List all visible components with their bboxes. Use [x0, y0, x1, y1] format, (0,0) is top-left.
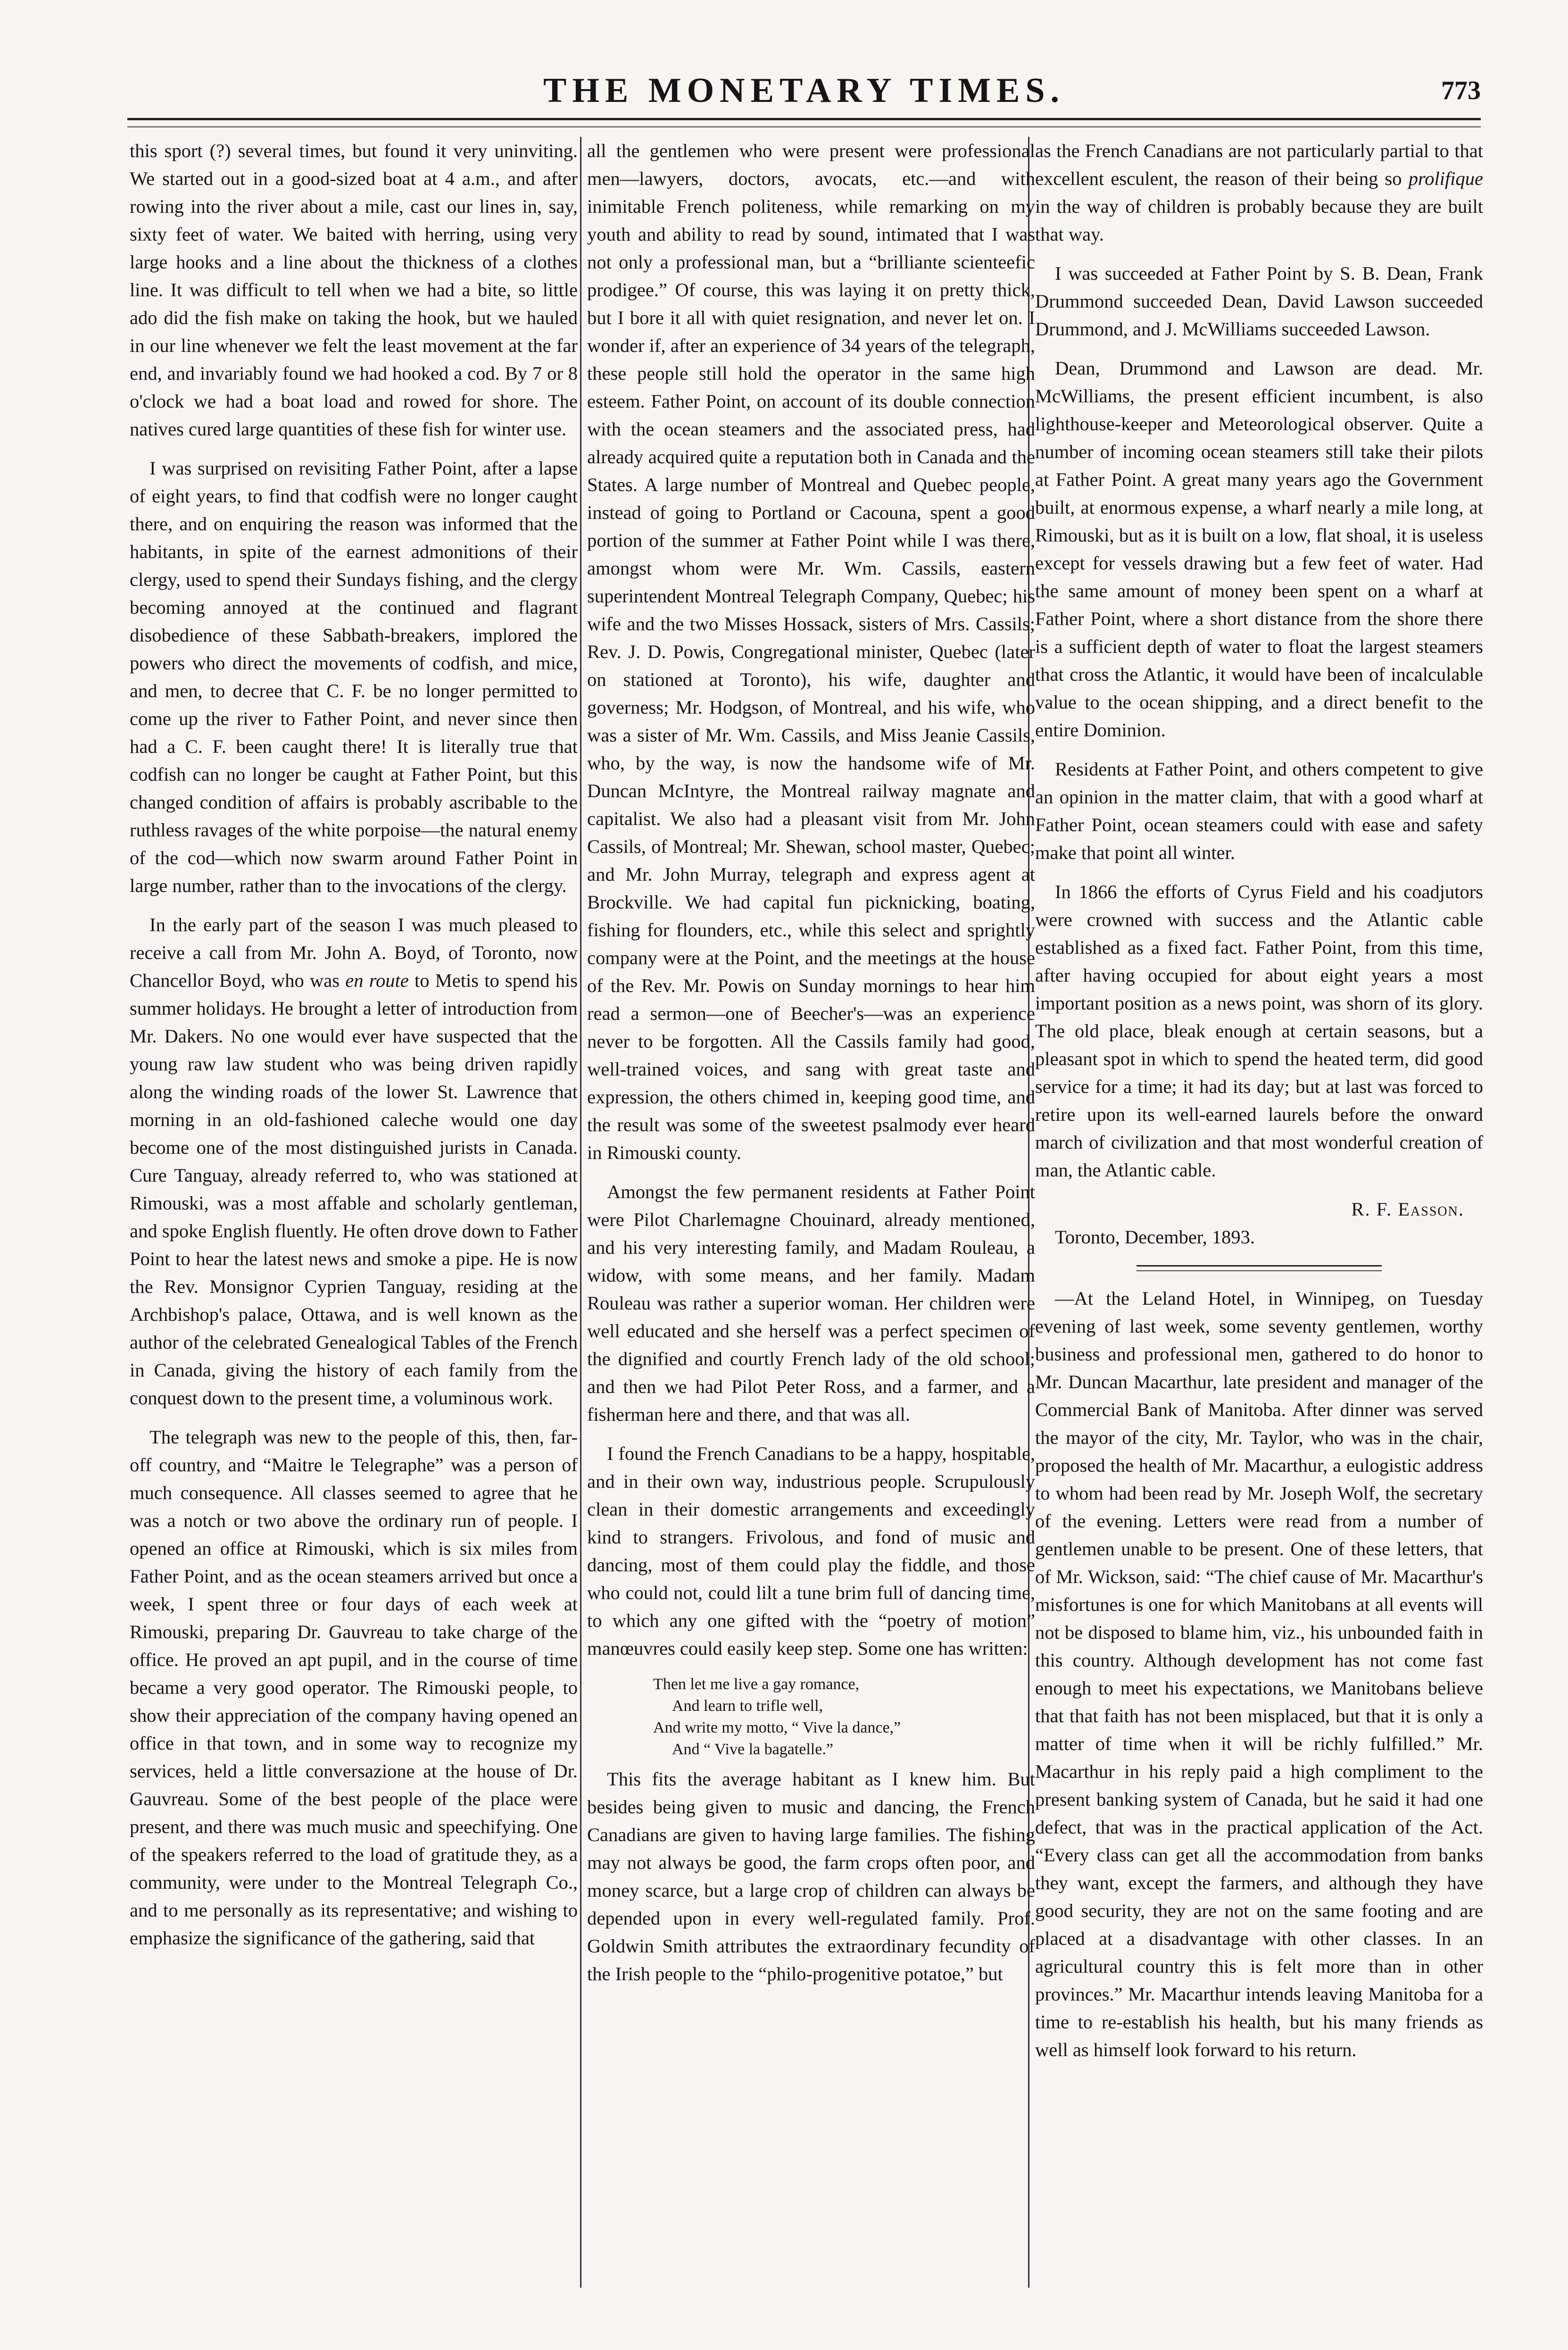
paragraph: Amongst the few permanent residents at Father Point were Pilot Charlemagne Chouinard, already mentioned, and his very interesting family, and Madam Rouleau, a widow, with some means, and her family. Madam Rouleau was rather a superior woman. Her children were well educated and she herself was a perfect specimen of the dignified and courtly French lady of the old school; and then we had Pilot Peter Ross, and a farmer, and a fisherman here and there, and that was all. [587, 1181, 1035, 1425]
poem-line: And write my motto, “ Vive la dance,” [653, 1719, 901, 1736]
paragraph: In the early part of the season I was much pleased to receive a call from Mr. John A. Boyd, of Toronto, now Chancellor Boyd, who was en route to Metis to spend his summer holidays. He brought a letter of introduction from Mr. Dakers. No one would ever have suspected that the young raw law student who was being driven rapidly along the winding roads of the lower St. Lawrence that morning in an old-fashioned caleche would one day become one of the most distinguished jurists in Canada. Cure Tanguay, already referred to, who was stationed at Rimouski, was a most affable and scholarly gentleman, and spoke English fluently. He often drove down to Father Point to hear the latest news and smoke a pipe. He is now the Rev. Monsignor Cyprien Tanguay, residing at the Archbishop's palace, Ottawa, and is well known as the author of the celebrated Genealogical Tables of the French in Canada, giving the history of each family from the conquest down to the present time, a voluminous work. [130, 914, 578, 1408]
paragraph: as the French Canadians are not particularly partial to that excellent esculent, the reason of their being so prolifique in the way of children is probably because they are built that way. [1035, 140, 1483, 245]
page-number: 773 [1441, 76, 1481, 105]
paragraph: I found the French Canadians to be a happy, hospitable, and in their own way, industrious people. Scrupulously clean in their domestic arrangements and exceedingly kind to strangers. Frivolous, and fond of music and dancing, most of them could play the fiddle, and those who could not, could lilt a tune brim full of dancing time, to which any one gifted with the “poetry of motion” manœuvres could easily keep step. Some one has written: [587, 1443, 1035, 1659]
paragraph: I was succeeded at Father Point by S. B. Dean, Frank Drummond succeeded Dean, David Lawson succeeded Drummond, and J. McWilliams succeeded Lawson. [1035, 263, 1483, 340]
poem-line: And learn to trifle well, [672, 1697, 823, 1715]
paragraph: —At the Leland Hotel, in Winnipeg, on Tuesday evening of last week, some seventy gentlemen, worthy business and professional men, gathered to do honor to Mr. Duncan Macarthur, late president and manager of the Commercial Bank of Manitoba. After dinner was served the mayor of the city, Mr. Taylor, who was in the chair, proposed the health of Mr. Macarthur, a eulogistic address to whom had been read by Mr. Joseph Wolf, the secretary of the evening. Letters were read from a number of gentlemen unable to be present. One of these letters, that of Mr. Wickson, said: “The chief cause of Mr. Macarthur's misfortunes is one for which Manitobans at all events will not be disposed to blame him, viz., his unbounded faith in this country. Although development has not come fast enough to meet his expectations, we Manitobans believe that that faith has not been misplaced, but that it is only a matter of time when it will be richly fulfilled.” Mr. Macarthur in his reply paid a high compliment to the present banking system of Canada, but he said it had one defect, that was in the practical application of the Act. “Every class can get all the accommodation from banks they want, except the farmers, and although they have good security, they are not on the same footing and are placed at a disadvantage with other classes. In an agricultural country this is felt more than in other provinces.” Mr. Macarthur intends leaving Manitoba for a time to re-establish his health, but his many friends as well as himself look forward to his return. [1035, 1288, 1483, 2060]
header-rule [127, 118, 1481, 120]
column-2 [587, 137, 1035, 2288]
paragraph: all the gentlemen who were present were professional men—lawyers, doctors, avocats, etc.—and with inimitable French politeness, while remarking on my youth and ability to read by sound, intimated that I was not only a professional man, but a “brilliante scienteefic prodigee.” Of course, this was laying it on pretty thick, but I bore it all with quiet resignation, and never let on. I wonder if, after an experience of 34 years of the telegraph, these people still hold the operator in the same high esteem. Father Point, on account of its double connection with the ocean steamers and the associated press, had already acquired quite a reputation both in Canada and the States. A large number of Montreal and Quebec people, instead of going to Portland or Cacouna, spent a good portion of the summer at Father Point while I was there, amongst whom were Mr. Wm. Cassils, eastern superintendent Montreal Telegraph Company, Quebec; his wife and the two Misses Hossack, sisters of Mrs. Cassils; Rev. J. D. Powis, Congregational minister, Quebec (later on stationed at Toronto), his wife, daughter and governess; Mr. Hodgson, of Montreal, and his wife, who was a sister of Mr. Wm. Cassils, and Miss Jeanie Cassils, who, by the way, is now the handsome wife of Mr. Duncan McIntyre, the Montreal railway magnate and capitalist. We also had a pleasant visit from Mr. John Cassils, of Montreal; Mr. Shewan, school master, Quebec; and Mr. John Murray, telegraph and express agent at Brockville. We had capital fun picknicking, boating, fishing for flounders, etc., while this select and sprightly company were at the Point, and the meetings at the house of the Rev. Mr. Powis on Sunday mornings to hear him read a sermon—one of Beecher's—was an experience never to be forgotten. All the Cassils family had good, well-trained voices, and sang with great taste and expression, the others chimed in, keeping good time, and the result was some of the sweetest psalmody ever heard in Rimouski county. [587, 140, 1035, 1163]
paragraph: Residents at Father Point, and others competent to give an opinion in the matter claim, that with a good wharf at Father Point, ocean steamers could with ease and safety make that point all winter. [1035, 758, 1483, 863]
paragraph: This fits the average habitant as I knew him. But besides being given to music and dancing, the French Canadians are given to having large families. The fishing may not always be good, the farm crops often poor, and money scarce, but a large crop of children can always be depended upon in every well-regulated family. Prof. Goldwin Smith attributes the extraordinary fecundity of the Irish people to the “philo-progenitive potatoe,” but [587, 1768, 1035, 1984]
article-separator [1137, 1265, 1382, 1267]
poem-quote [653, 1674, 1035, 1760]
header-rule-thin [127, 126, 1481, 127]
column-divider [580, 137, 581, 2288]
paragraph: Dean, Drummond and Lawson are dead. Mr. McWilliams, the present efficient incumbent, is also lighthouse-keeper and Meteorological observer. Quite a number of incoming ocean steamers still take their pilots at Father Point. A great many years ago the Government built, at enormous expense, a wharf nearly a mile long, at Rimouski, but as it is built on a low, flat shoal, it is useless except for vessels drawing but a few feet of water. Had the same amount of money been spent on a wharf at Father Point, where a short distance from the shore there is a sufficient depth of water to float the largest steamers that cross the Atlantic, it would have been of incalculable value to the ocean shipping, and a direct benefit to the entire Dominion. [1035, 358, 1483, 741]
paragraph: The telegraph was new to the people of this, then, far-off country, and “Maitre le Telegraphe” was a person of much consequence. All classes seemed to agree that he was a notch or two above the ordinary run of people. I opened an office at Rimouski, which is six miles from Father Point, and as the ocean steamers arrived but once a week, I spent three or four days of each week at Rimouski, preparing Dr. Gauvreau to take charge of the office. He proved an apt pupil, and in the course of time became a very good operator. The Rimouski people, to show their appreciation of the company having opened an office in that town, and in some way to recognize my services, held a little conversazione at the house of Dr. Gauvreau. Some of the best people of the place were present, and there was much music and speechifying. One of the speakers referred to the load of gratitude they, as a community, were under to the Montreal Telegraph Co., and to me personally as its representative; and wishing to emphasize the significance of the gathering, said that [130, 1426, 578, 1949]
paragraph: In 1866 the efforts of Cyrus Field and his coadjutors were crowned with success and the Atlantic cable established as a fixed fact. Father Point, from this time, after having occupied for about eight years a most important position as a news point, was shorn of its glory. The old place, bleak enough at certain seasons, but a pleasant spot in which to spend the heated term, did good service for a time; it had its day; but at last was forced to retire upon its well-earned laurels before the onward march of civilization and that most wonderful creation of man, the Atlantic cable. [1035, 881, 1483, 1181]
column-3 [1035, 137, 1483, 2288]
publication-title: THE MONETARY TIMES. [543, 71, 1065, 110]
dateline: Toronto, December, 1893. [1055, 1226, 1255, 1248]
paragraph: I was surprised on revisiting Father Point, after a lapse of eight years, to find that codfish were no longer caught there, and on enquiring the reason was informed that the habitants, in spite of the earnest admonitions of their clergy, used to spend their Sundays fishing, and the clergy becoming annoyed at the continued and flagrant disobedience of these Sabbath-breakers, implored the powers who direct the movements of codfish, and mice, and men, to decree that C. F. be no longer permitted to come up the river to Father Point, and never since then had a C. F. been caught there! It is literally true that codfish can no longer be caught at Father Point, but this changed condition of affairs is probably ascribable to the ruthless ravages of the white porpoise—the natural enemy of the cod—which now swarm around Father Point in large number, rather than to the invocations of the clergy. [130, 458, 578, 896]
author-signature: R. F. Easson. [1351, 1199, 1464, 1220]
poem-line: And “ Vive la bagatelle.” [672, 1741, 833, 1758]
article-separator-thin [1137, 1270, 1382, 1271]
masthead [127, 71, 1481, 123]
poem-line: Then let me live a gay romance, [653, 1675, 860, 1693]
column-1 [130, 137, 578, 2288]
paragraph: this sport (?) several times, but found it very uninviting. We started out in a good-sized boat at 4 a.m., and after rowing into the river about a mile, cast our lines in, say, sixty feet of water. We baited with herring, using very large hooks and a line about the thickness of a clothes line. It was difficult to tell when we had a bite, so little ado did the fish make on taking the hook, but we hauled in our line whenever we felt the least movement at the far end, and invariably found we had hooked a cod. By 7 or 8 o'clock we had a boat load and rowed for shore. The natives cured large quantities of these fish for winter use. [130, 140, 578, 440]
